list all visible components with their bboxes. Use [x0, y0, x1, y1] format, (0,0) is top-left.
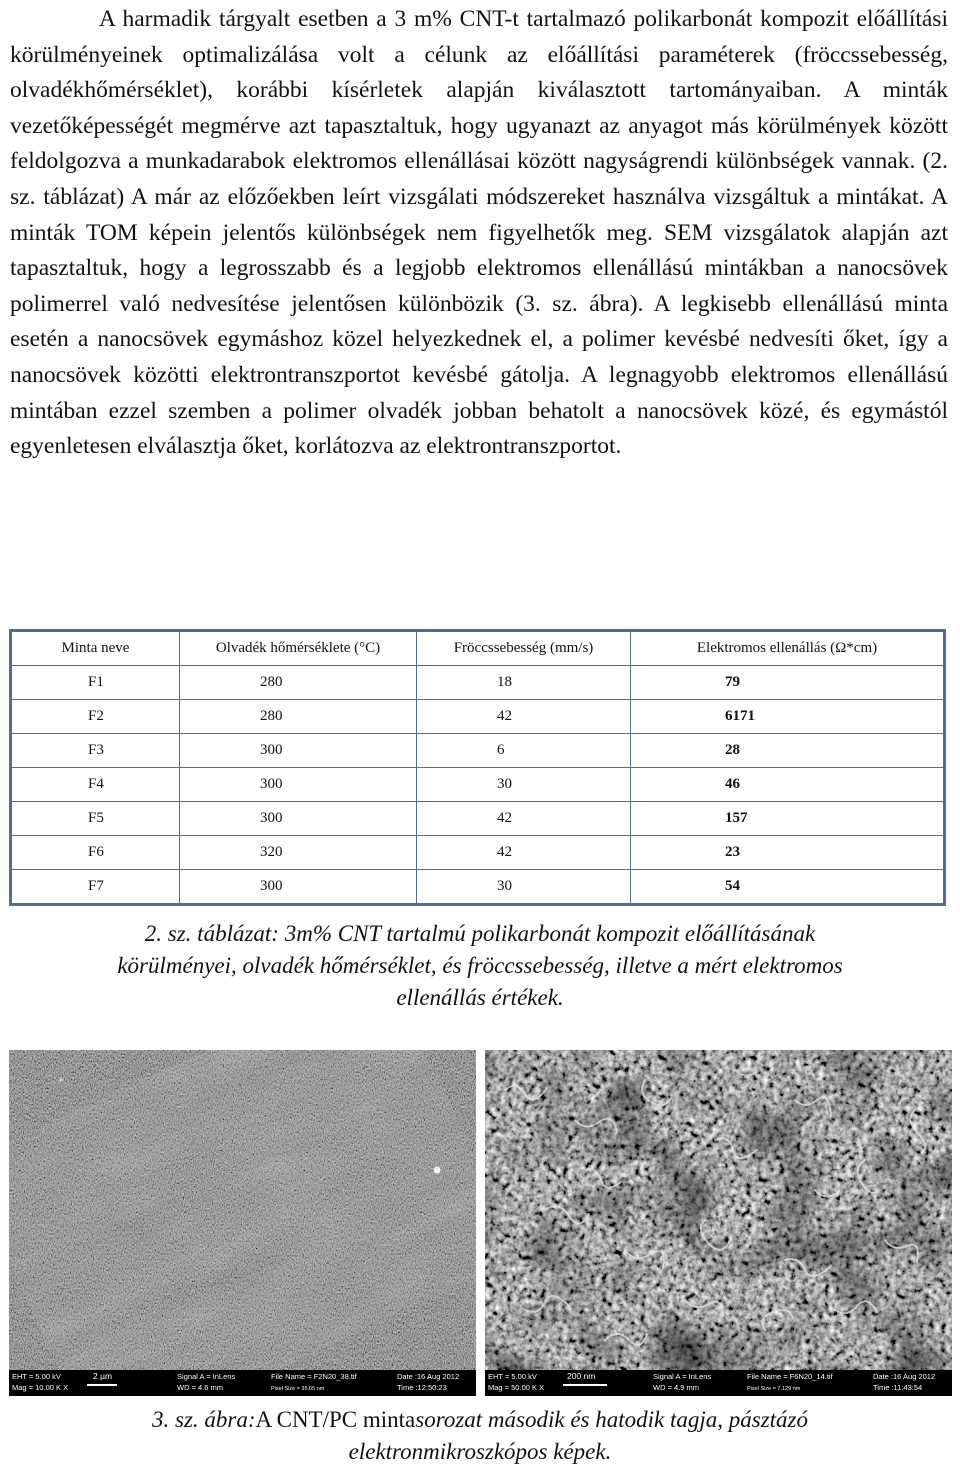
- cell-temperature: 300: [180, 734, 417, 768]
- scale-bar: [87, 1384, 117, 1386]
- cell-temperature: 300: [180, 802, 417, 836]
- cell-resistance: 6171: [631, 700, 945, 734]
- wd-label: WD = 4.9 mm: [653, 1383, 700, 1392]
- mag-label: Mag = 50.00 K X: [488, 1383, 545, 1392]
- date-label: Date :16 Aug 2012: [873, 1372, 936, 1381]
- wd-label: WD = 4.6 mm: [177, 1383, 224, 1392]
- cell-speed: 30: [417, 768, 631, 802]
- cell-temperature: 320: [180, 836, 417, 870]
- scale-label: 2 µm: [93, 1371, 113, 1381]
- time-label: Time :11:43:54: [873, 1383, 923, 1392]
- cell-speed: 42: [417, 700, 631, 734]
- pixel-size-label: Pixel Size = 7.129 nm: [747, 1386, 801, 1392]
- table-caption-line: körülményei, olvadék hőmérséklet, és fröccssebesség, illetve a mért elektromos: [117, 953, 843, 978]
- cell-temperature: 280: [180, 666, 417, 700]
- sem-infobar-right: [485, 1370, 952, 1396]
- cell-sample: F3: [11, 734, 180, 768]
- header-electrical-resistance: Elektromos ellenállás (Ω*cm): [631, 631, 945, 666]
- cell-speed: 6: [417, 734, 631, 768]
- date-label: Date :16 Aug 2012: [397, 1372, 460, 1381]
- cell-sample: F4: [11, 768, 180, 802]
- file-name-label: File Name = F6N20_14.tif: [747, 1372, 833, 1381]
- sem-texture-left: [9, 1050, 476, 1370]
- header-melt-temperature: Olvadék hőmérséklete (°C): [180, 631, 417, 666]
- table-caption: [0, 918, 960, 1014]
- header-sample-name: Minta neve: [11, 631, 180, 666]
- figure-caption-upright: A CNT/PC minta: [255, 1407, 416, 1432]
- cell-sample: F5: [11, 802, 180, 836]
- results-table: [9, 629, 946, 906]
- cell-temperature: 300: [180, 768, 417, 802]
- cell-temperature: 280: [180, 700, 417, 734]
- cell-resistance: 79: [631, 666, 945, 700]
- table-header-row: [11, 631, 945, 666]
- scale-label: 200 nm: [567, 1371, 596, 1381]
- cell-resistance: 157: [631, 802, 945, 836]
- sem-image-right: [485, 1050, 952, 1370]
- signal-label: Signal A = InLens: [177, 1372, 236, 1381]
- table-row: [11, 870, 945, 905]
- figure-caption-line-2: elektronmikroszkópos képek.: [348, 1439, 612, 1464]
- table-caption-line: 2. sz. táblázat: 3m% CNT tartalmú polikarbonát kompozit előállításának: [144, 921, 816, 946]
- eht-label: EHT = 5.00 kV: [12, 1372, 61, 1381]
- cell-sample: F6: [11, 836, 180, 870]
- sem-texture-right: [485, 1050, 952, 1370]
- cell-speed: 18: [417, 666, 631, 700]
- table-row: [11, 734, 945, 768]
- cell-sample: F1: [11, 666, 180, 700]
- table-row: [11, 836, 945, 870]
- cell-sample: F2: [11, 700, 180, 734]
- body-paragraph: A harmadik tárgyalt esetben a 3 m% CNT-t tartalmazó polikarbonát kompozit előállítási körülményeinek optimalizálása volt a célunk az előállítási paraméterek (fröccssebesség, olvadékhőmérséklet), korábbi kísérletek alapján kiválasztott tartományaiban. A minták vezetőképességét megmérve azt tapasztaltuk, hogy ugyanazt az anyagot más körülmények között feldolgozva a munkadarabok elektromos ellenállásai között nagyságrendi különbségek vannak. (2. sz. táblázat) A már az előzőekben leírt vizsgálati módszereket használva vizsgáltuk a mintákat. A minták TOM képein jelentős különbségek nem figyelhetők meg. SEM vizsgálatok alapján azt tapasztaltuk, hogy a legrosszabb és a legjobb elektromos ellenállású mintákban a nanocsövek polimerrel való nedvesítése jelentősen különbözik (3. sz. ábra). A legkisebb ellenállású minta esetén a nanocsövek egymáshoz közel helyezkednek el, a polimer kevésbé nedvesíti őket, így a nanocsövek közötti elektrontranszportot kevésbé gátolja. A legnagyobb elektromos ellenállású mintában ezzel szemben a polimer olvadék jobban behatolt a nanocsövek közé, és egymástól egyenletesen elválasztja őket, korlátozva az elektrontranszportot.: [10, 6, 948, 460]
- cell-temperature: 300: [180, 870, 417, 905]
- figure-caption-line-1: [0, 1404, 960, 1436]
- scale-bar: [563, 1384, 607, 1386]
- sem-image-left: [9, 1050, 476, 1370]
- time-label: Time :12:50:23: [397, 1383, 447, 1392]
- sem-infobar-left: [9, 1370, 476, 1396]
- pixel-size-label: Pixel Size = 35.65 nm: [271, 1386, 325, 1392]
- figure-caption-text: sorozat második és hatodik tagja, pásztázó: [415, 1407, 808, 1432]
- table-row: [11, 700, 945, 734]
- header-injection-speed: Fröccssebesség (mm/s): [417, 631, 631, 666]
- table-row: [11, 802, 945, 836]
- cell-speed: 42: [417, 802, 631, 836]
- cell-resistance: 46: [631, 768, 945, 802]
- cell-resistance: 54: [631, 870, 945, 905]
- table-row: [11, 768, 945, 802]
- cell-speed: 42: [417, 836, 631, 870]
- cell-resistance: 28: [631, 734, 945, 768]
- eht-label: EHT = 5.00 kV: [488, 1372, 537, 1381]
- file-name-label: File Name = F2N20_38.tif: [271, 1372, 357, 1381]
- cell-resistance: 23: [631, 836, 945, 870]
- cell-sample: F7: [11, 870, 180, 905]
- figure-caption-label: 3. sz. ábra:: [152, 1407, 256, 1432]
- signal-label: Signal A = InLens: [653, 1372, 712, 1381]
- mag-label: Mag = 10.00 K X: [12, 1383, 69, 1392]
- table-row: [11, 666, 945, 700]
- table-caption-line: ellenállás értékek.: [396, 985, 564, 1010]
- cell-speed: 30: [417, 870, 631, 905]
- figure-caption: [0, 1404, 960, 1468]
